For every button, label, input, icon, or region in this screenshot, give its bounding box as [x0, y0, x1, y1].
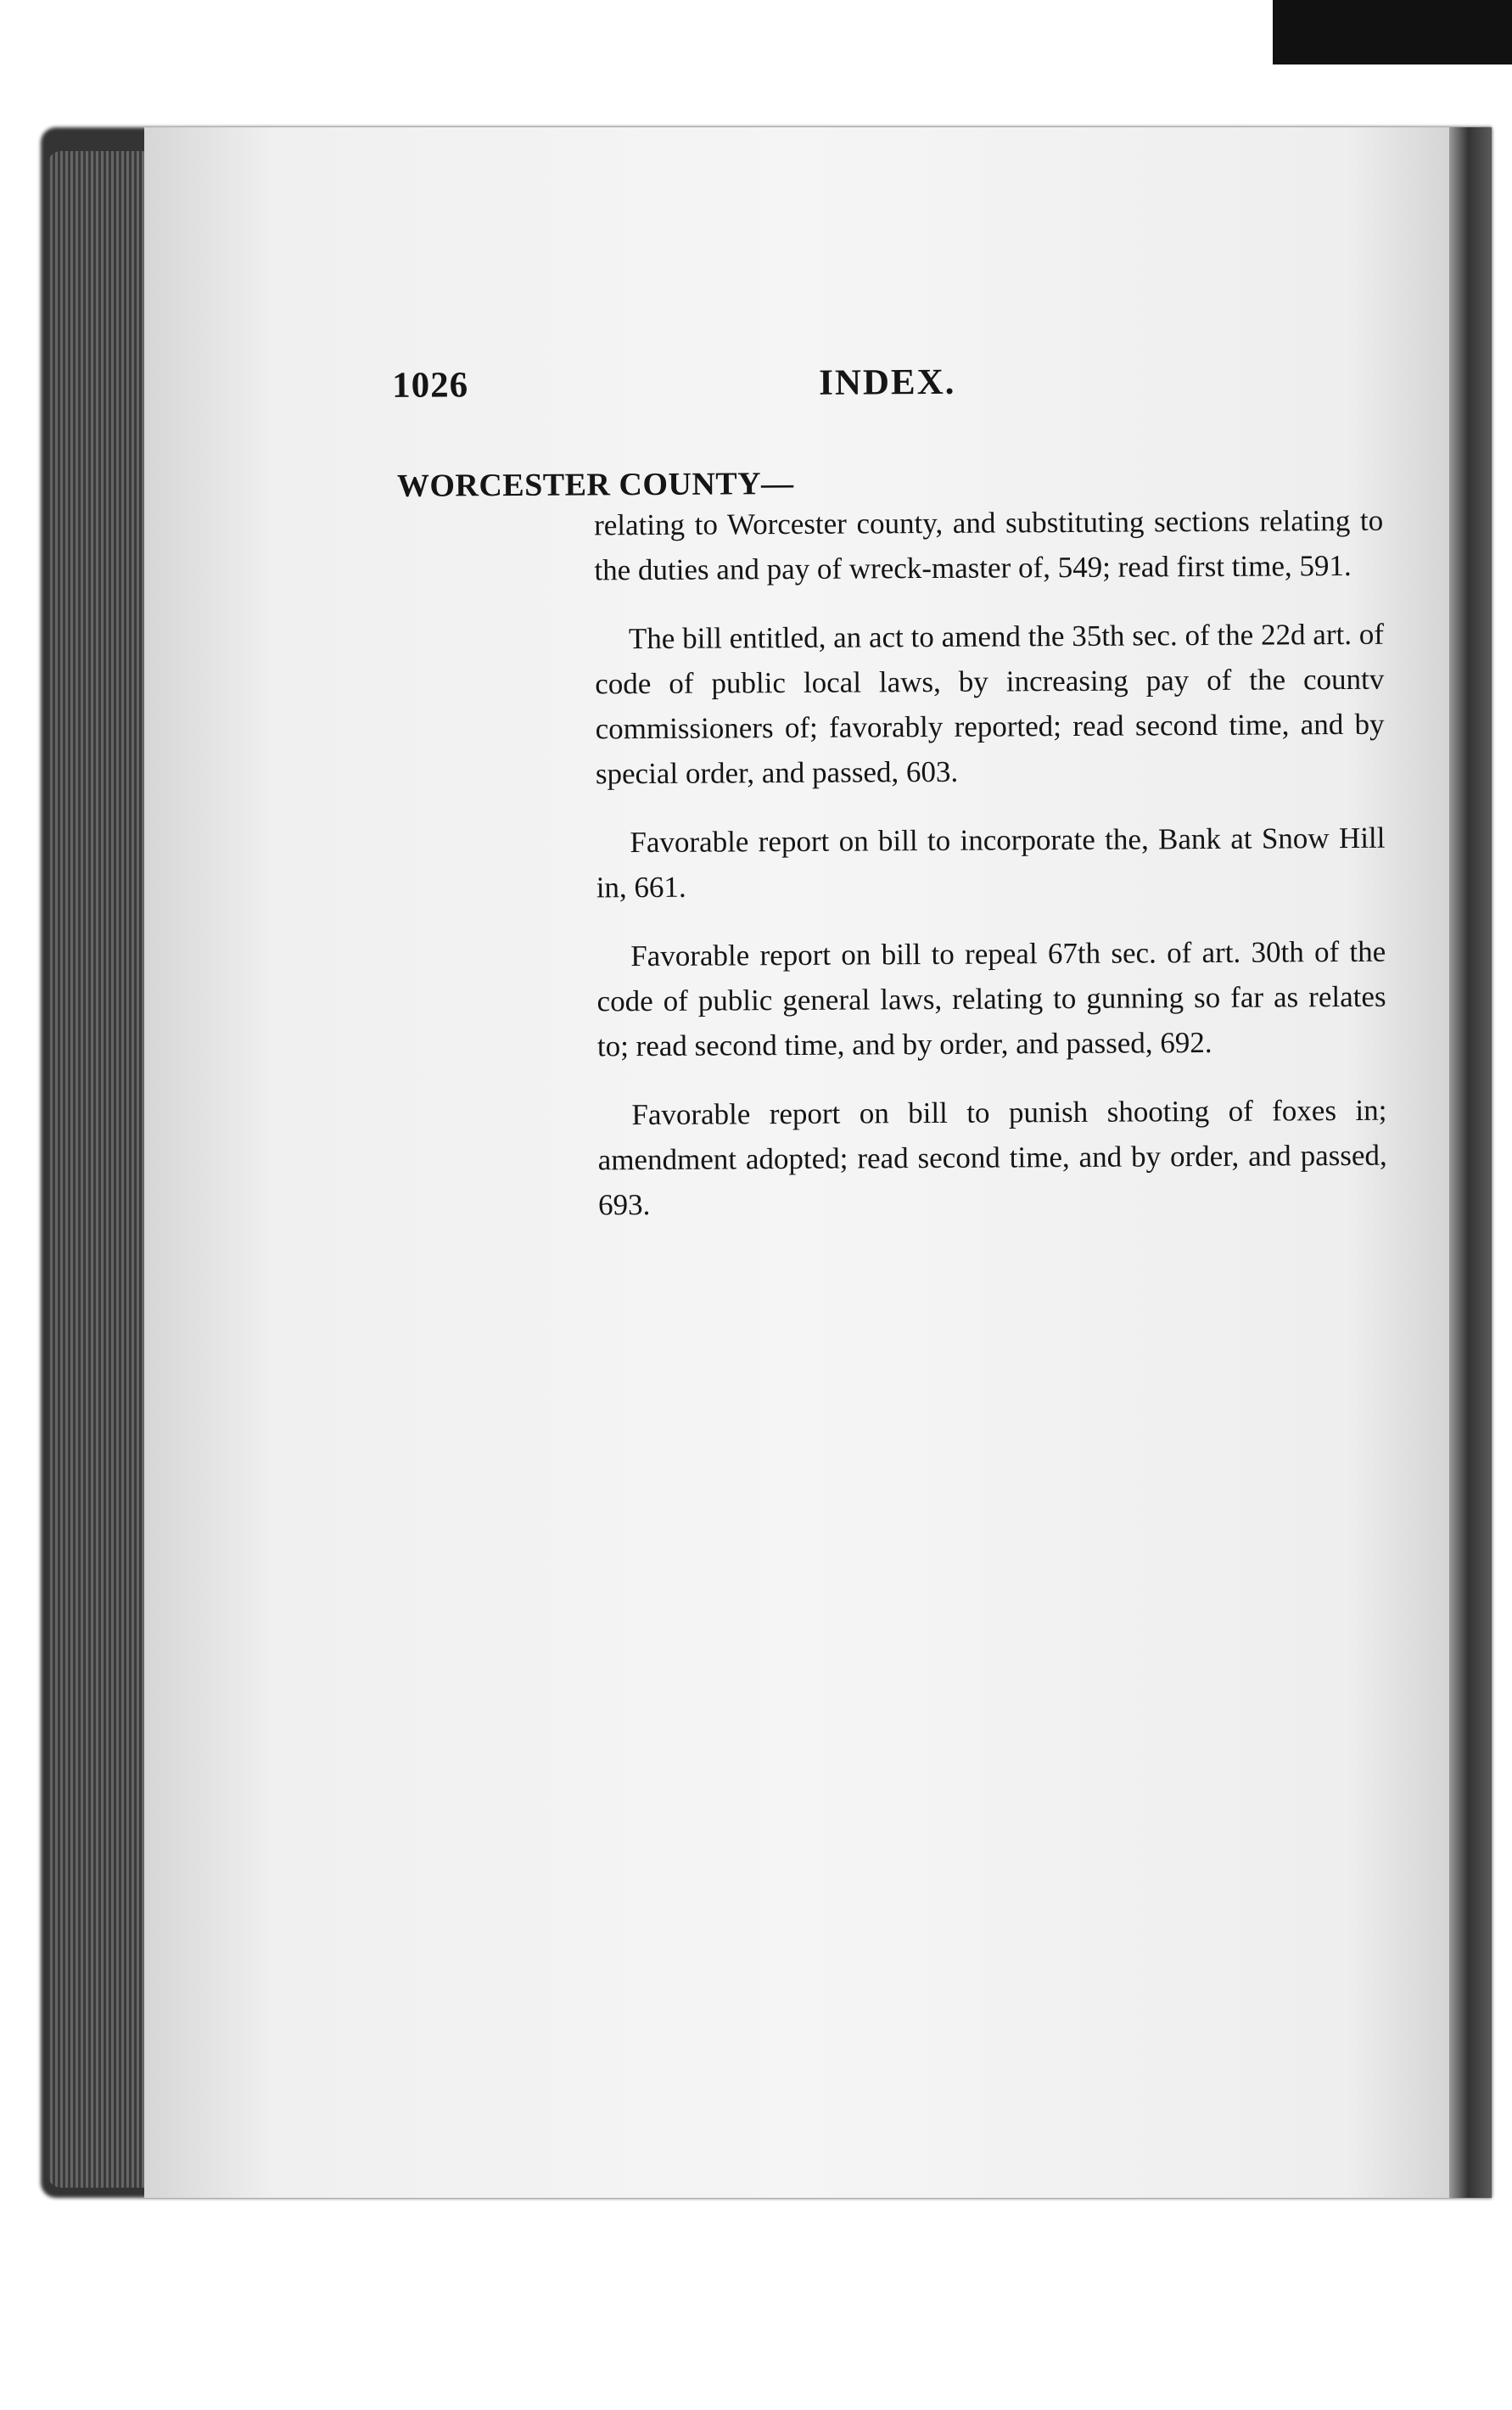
index-entry-paragraph: Favorable report on bill to incorporate the, Bank at Snow Hill in, 661.: [596, 821, 1386, 905]
page-edges: [48, 151, 149, 2188]
index-entry-list: [594, 498, 1387, 1228]
index-entry-paragraph: Favorable report on bill to punish shooting of foxes in; amendment adopted; read second time, and by order, and passed, 693.: [597, 1093, 1387, 1222]
book-spine: [1449, 127, 1492, 2198]
running-head: [375, 359, 1385, 416]
page-number: 1026: [392, 365, 469, 406]
scan-border-corner: [1273, 0, 1512, 64]
index-page-content: [375, 359, 1390, 1253]
index-entry-paragraph: relating to Worcester county, and substituting sections relating to the duties and pay of wreck-master of, 549; read first time, 591.: [594, 503, 1384, 587]
index-entry-paragraph: Favorable report on bill to repeal 67th sec. of art. 30th of the code of public general laws, relating to gunning so far as relates to; read second time, and by order, and passed, 692.: [596, 934, 1386, 1063]
running-head-title: INDEX.: [818, 362, 956, 403]
index-entry-paragraph: The bill entitled, an act to amend the 35th sec. of the 22d art. of code of public local laws, by increasing pay of the countv commissioners of; favorably reported; read second time, and by special order, and passed, 603.: [595, 617, 1385, 791]
index-entry-heading: WORCESTER COUNTY—: [396, 465, 794, 504]
